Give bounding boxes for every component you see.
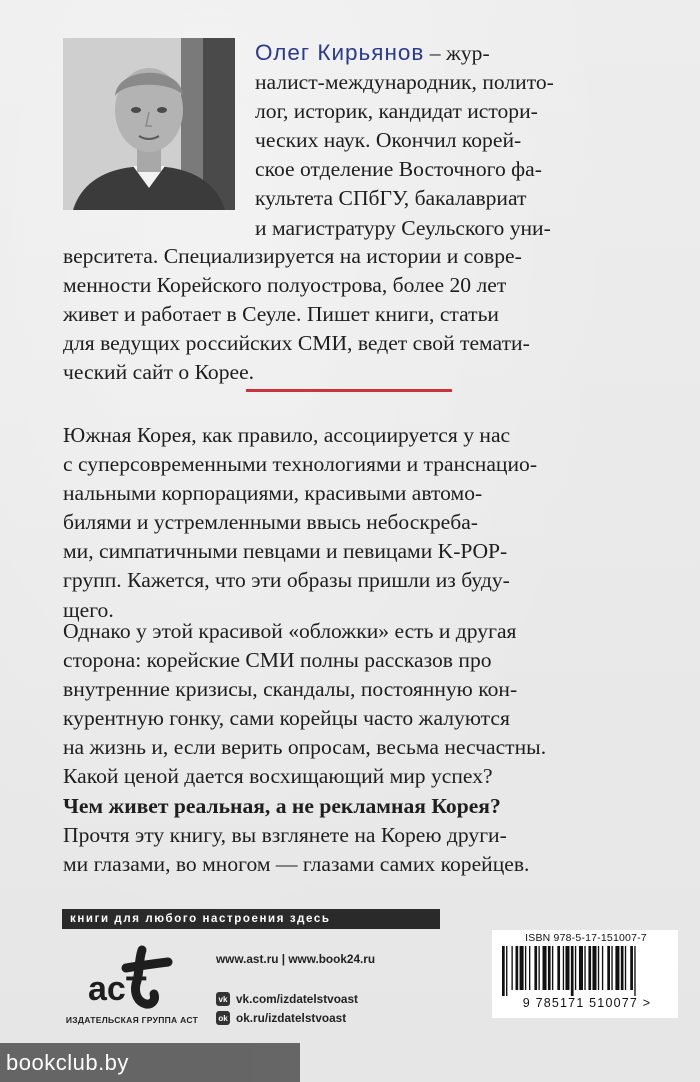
barcode-bar <box>579 946 583 990</box>
tagline-bar: книги для любого настроения здесь <box>62 909 440 929</box>
vk-link-text: vk.com/izdatelstvoast <box>236 992 358 1006</box>
ok-icon: ok <box>216 1011 230 1025</box>
barcode-bar <box>565 946 569 990</box>
publisher-caption: ИЗДАТЕЛЬСКАЯ ГРУППА АСТ <box>65 1015 199 1025</box>
barcode-bar <box>607 946 610 990</box>
barcode-bar <box>621 946 624 990</box>
barcode-bar <box>502 946 505 996</box>
vk-link[interactable] <box>216 992 358 1006</box>
annotation-line: нальными корпорациями, красивыми автомо- <box>63 481 483 506</box>
author-bio-line-2: налист-международник, полито- <box>255 70 554 95</box>
barcode-bar <box>630 946 633 990</box>
barcode-bar <box>575 946 576 990</box>
barcode-bar <box>598 946 599 990</box>
barcode-bar <box>548 946 551 990</box>
barcode-bar <box>634 946 635 996</box>
annotation-line: билями и устремленными ввысь небоскреба- <box>63 510 478 535</box>
barcode-bar <box>506 946 507 996</box>
barcode-bar <box>525 946 526 990</box>
author-bio-line-1: Олег Кирьянов – жур- <box>255 40 490 65</box>
barcode-bar <box>563 946 564 990</box>
red-divider <box>246 389 452 392</box>
barcode-bar <box>592 946 596 990</box>
annotation-line: Однако у этой красивой «обложки» есть и другая <box>63 619 517 643</box>
barcode-bar <box>615 946 619 990</box>
annotation-line: ми, симпатичными певцами и певицами K-POP- <box>63 539 508 564</box>
author-bio-line-7: и магистратуру Сеульского уни- <box>255 215 551 240</box>
author-bio-continued <box>63 242 636 387</box>
annotation-line: Какой ценой дается восхищающий мир успех? <box>63 764 493 789</box>
barcode-bar <box>588 946 591 990</box>
annotation-bold-question: Чем живет реальная, а не рекламная Корея? <box>63 793 501 818</box>
barcode-bar <box>611 946 612 990</box>
author-portrait-icon <box>63 38 235 210</box>
annotation-line: групп. Кажется, что эти образы пришли из буду- <box>63 568 510 593</box>
author-name: Олег Кирьянов <box>255 40 425 65</box>
author-bio-line-11: для ведущих российских СМИ, ведет свой темати- <box>63 331 530 356</box>
annotation-paragraph-1 <box>63 421 636 625</box>
barcode-bar <box>571 946 574 996</box>
barcode-bar <box>584 946 585 990</box>
author-bio-line-5: ское отделение Восточного фа- <box>255 157 542 182</box>
barcode-bar <box>538 946 539 990</box>
ast-logo-icon <box>82 944 178 1010</box>
annotation-line: Прочтя эту книгу, вы взглянете на Корею други- <box>63 822 507 847</box>
barcode-digits: 9 785171 510077 > <box>522 996 652 1010</box>
ok-link-text: ok.ru/izdatelstvoast <box>236 1011 347 1025</box>
annotation-line: курентную гонку, сами корейцы часто жалуются <box>63 706 510 731</box>
annotation-line: ми глазами, во многом — глазами самих корейцев. <box>63 851 530 876</box>
annotation-line: на жизнь и, если верить опросам, весьма несчастны. <box>63 735 547 760</box>
barcode-bar <box>602 946 603 990</box>
barcode-bar <box>625 946 626 990</box>
annotation-line: сторона: корейские СМИ полны рассказов про <box>63 648 492 673</box>
watermark: bookclub.by <box>0 1043 300 1082</box>
barcode-bar <box>534 946 537 990</box>
publisher-websites[interactable]: www.ast.ru | www.book24.ru <box>216 952 376 966</box>
vk-icon: vk <box>216 992 230 1006</box>
author-photo <box>63 38 235 210</box>
author-bio-line-9: менности Корейского полуострова, более 20 лет <box>63 273 507 298</box>
ast-logo-text: acT <box>88 970 147 1008</box>
barcode-bar <box>511 946 512 990</box>
barcode-bar <box>557 946 560 990</box>
barcode-bar <box>520 946 524 990</box>
author-bio-line-3: лог, историк, кандидат истори- <box>255 99 538 124</box>
author-bio-line-12: ческий сайт о Корее. <box>63 360 255 385</box>
author-bio-line-6: культета СПбГУ, бакалавриат <box>255 186 527 211</box>
author-bio-line-4: ческих наук. Окончил корей- <box>255 128 522 153</box>
annotation-paragraph-2 <box>63 617 636 879</box>
author-bio <box>255 38 636 243</box>
isbn-number: ISBN 978-5-17-151007-7 <box>525 932 647 944</box>
barcode-bar <box>552 946 553 990</box>
barcode-bar <box>516 946 519 990</box>
author-bio-line-8: верситета. Специализируется на истории и совре- <box>63 244 522 268</box>
barcode-icon <box>498 946 674 996</box>
annotation-line: Южная Корея, как правило, ассоциируется у нас <box>63 423 511 447</box>
barcode-bar <box>543 946 547 990</box>
annotation-line: с суперсовременными технологиями и транснацио- <box>63 452 538 477</box>
annotation-line: внутренние кризисы, скандалы, постоянную кон- <box>63 677 518 702</box>
ok-link[interactable] <box>216 1011 346 1025</box>
annotation-line: щего. <box>63 597 114 622</box>
author-bio-line-10: живет и работает в Сеуле. Пишет книги, статьи <box>63 302 499 327</box>
barcode-bar <box>529 946 530 990</box>
